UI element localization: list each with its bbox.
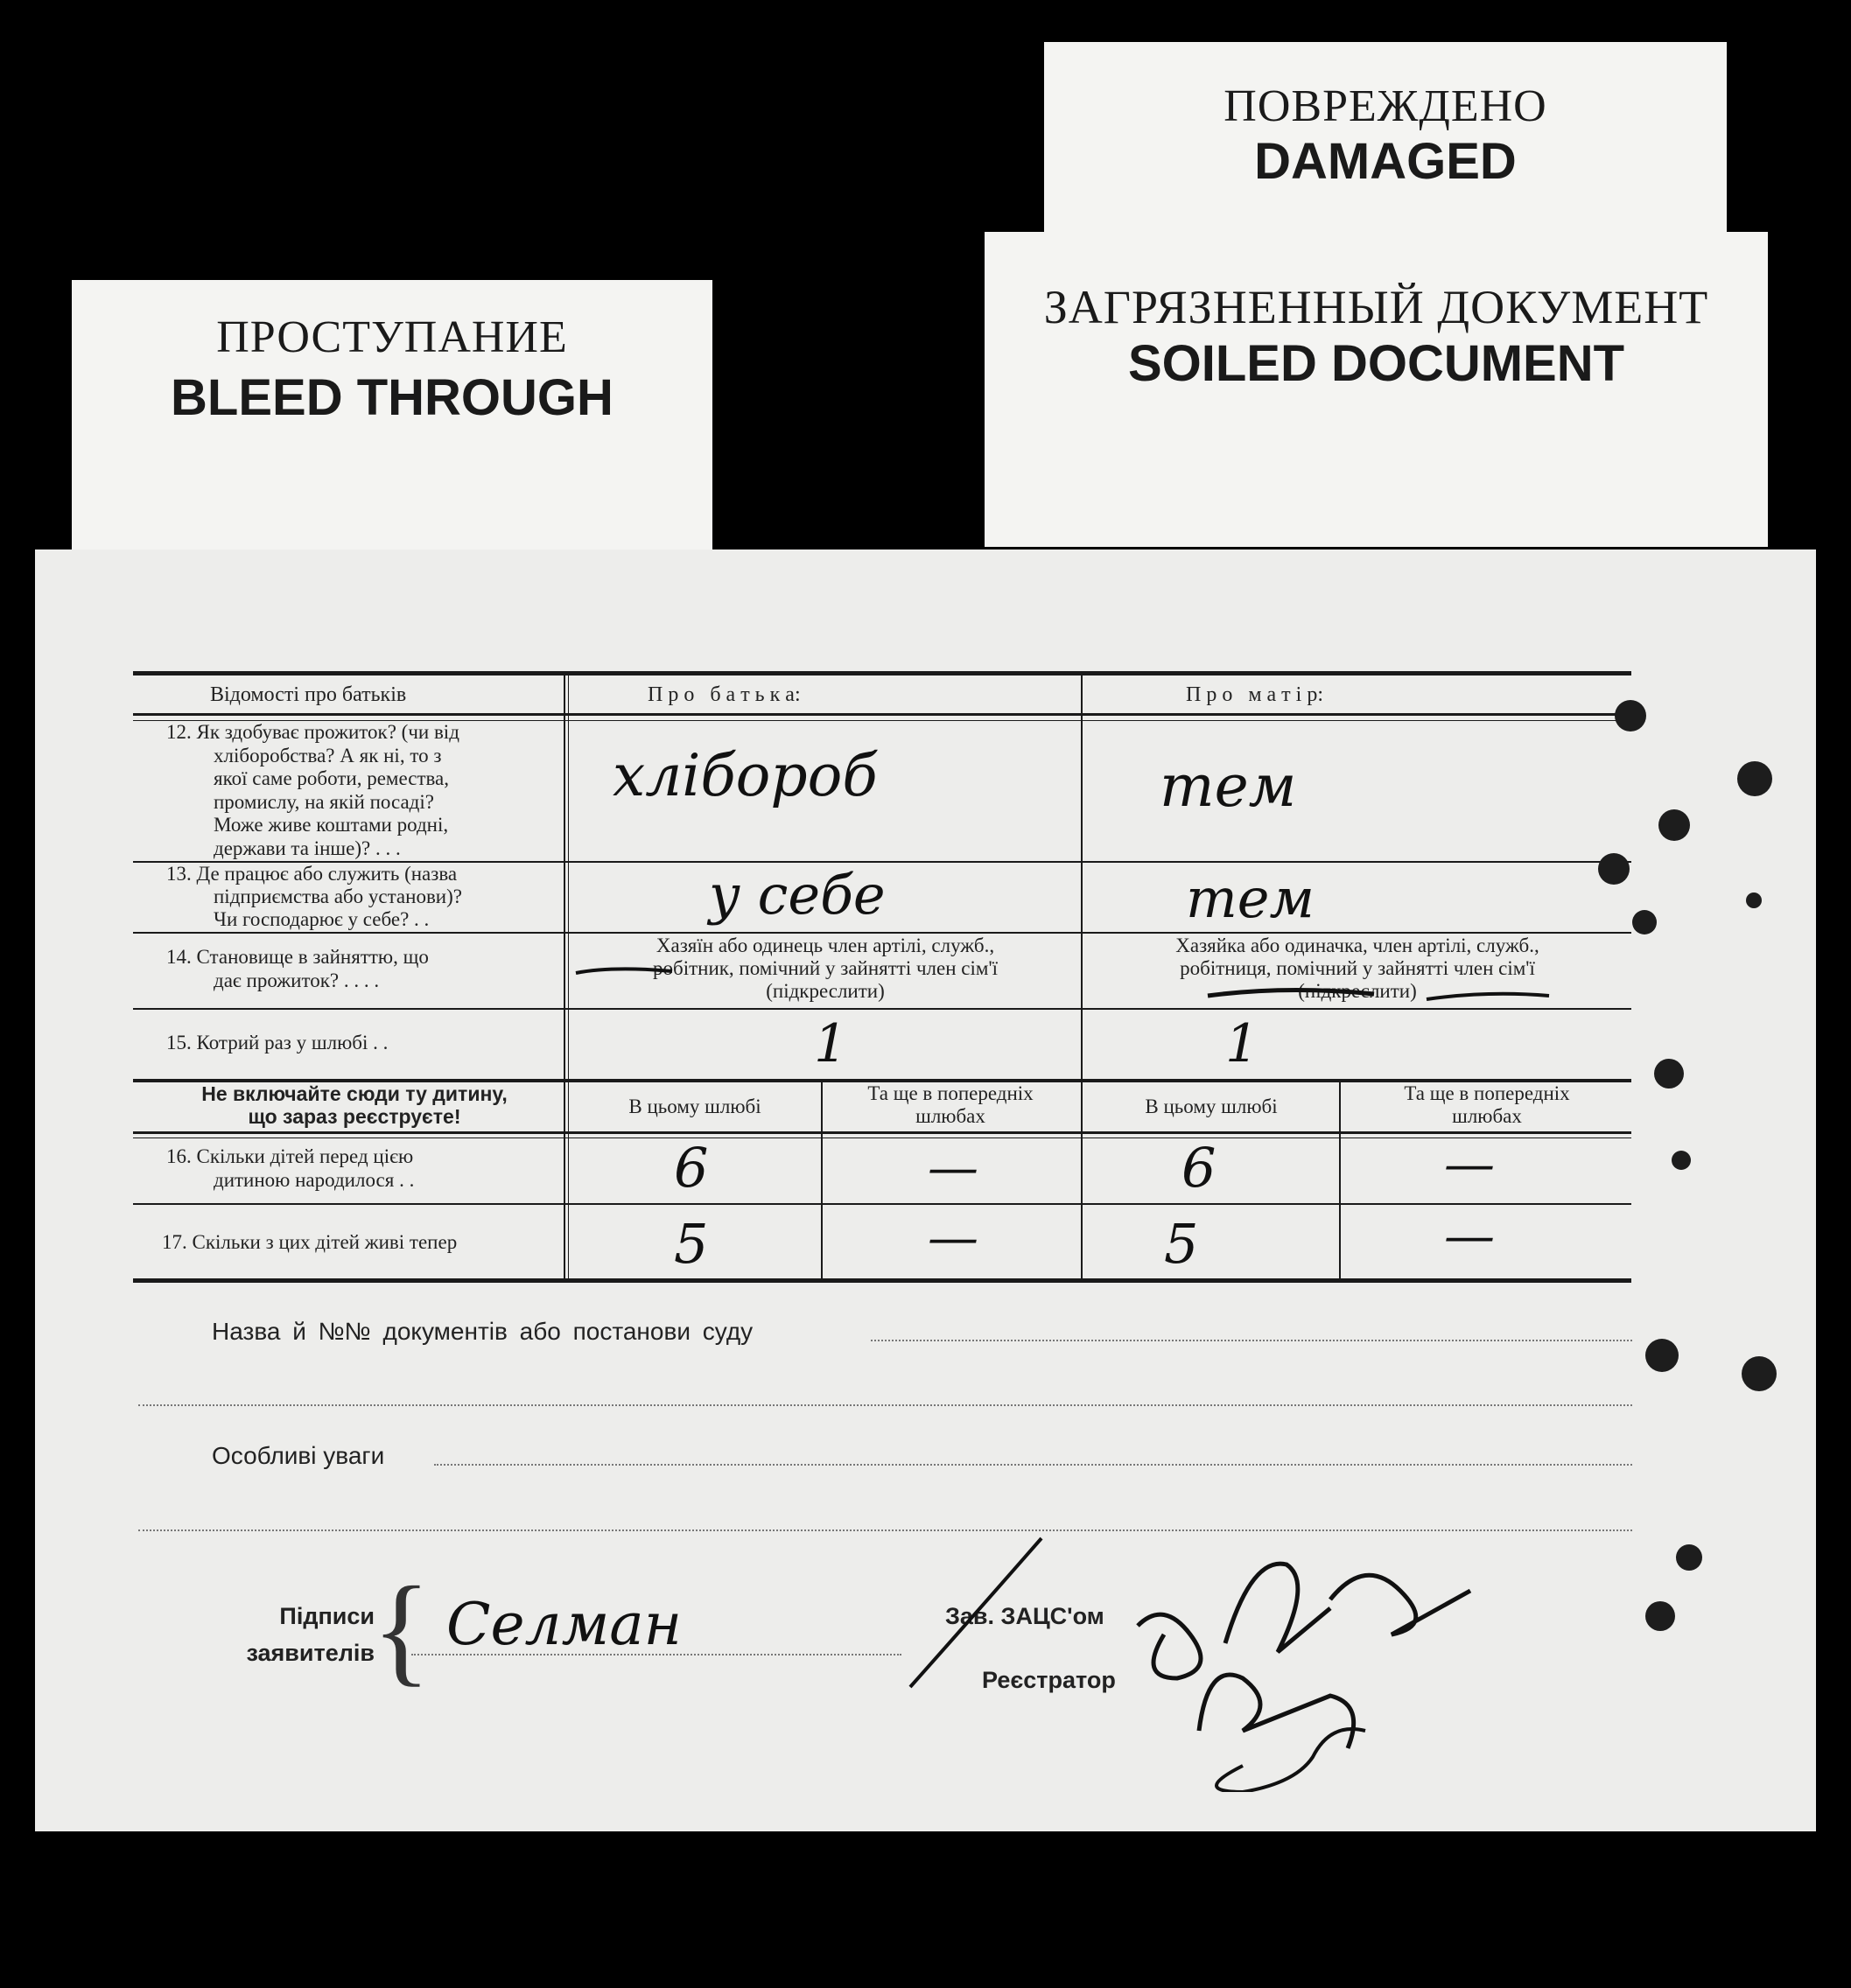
- father-this-marriage-header: В цьому шлюбі: [628, 1096, 761, 1117]
- q14-line: дає прожиток? . . . .: [214, 970, 380, 991]
- q13-father-answer: у себе: [709, 863, 886, 927]
- table-bottom-rule: [133, 1278, 1631, 1283]
- q17-label: 17. Скільки з цих дітей живі тепер: [162, 1231, 458, 1253]
- q13-line: підприємства або установи)?: [214, 886, 462, 907]
- punch-hole: [1737, 761, 1772, 796]
- q12-father-answer: хлібороб: [613, 742, 878, 809]
- soiled-card-english: SOILED DOCUMENT: [1127, 335, 1625, 392]
- remarks-dotted-line: [434, 1464, 1632, 1466]
- q14-mother-line: Хазяйка або одиначка, член артілі, служб.,: [1175, 934, 1539, 956]
- punch-hole: [1672, 1151, 1691, 1170]
- q12-line: хліборобства? А як ні, то з: [214, 744, 442, 766]
- q12-label: [166, 721, 556, 860]
- q14-father-line: робітник, помічний у зайнятті член сім'ї: [653, 957, 998, 979]
- q14-father-line: (підкреслити): [766, 980, 885, 1002]
- exclude-child-note: [149, 1082, 560, 1128]
- header-bottom-rule: [133, 713, 1631, 716]
- applicants-line: заявителів: [246, 1640, 375, 1666]
- registration-form-sheet: [35, 550, 1816, 1831]
- q13-line: 13. Де працює або служить (назва: [166, 863, 458, 885]
- prev-line: Та ще в попередніх: [867, 1082, 1034, 1104]
- q12-line: держави та інше)? . . .: [214, 836, 401, 859]
- header-parents-info: Відомості про батьків: [210, 683, 407, 706]
- subheader-rule: [133, 1131, 1631, 1134]
- q16-label: [166, 1144, 556, 1192]
- soiled-card-russian: ЗАГРЯЗНЕННЫЙ ДОКУМЕНТ: [1043, 281, 1709, 333]
- punch-hole: [1615, 700, 1646, 732]
- q14-line: 14. Становище в зайняттю, що: [166, 946, 429, 968]
- q16-father-this: 6: [674, 1136, 709, 1200]
- q14-underline-marks: [560, 961, 1645, 1013]
- punch-hole: [1632, 910, 1657, 934]
- row13-rule: [133, 932, 1631, 934]
- bleed-card-russian: ПРОСТУПАНИЕ: [216, 312, 568, 362]
- q12-line: Може живе коштами родні,: [214, 814, 449, 836]
- q12-line: промислу, на якій посаді?: [214, 790, 434, 813]
- q16-mother-this: 6: [1181, 1136, 1216, 1200]
- note-line: Не включайте сюди ту дитину,: [201, 1082, 508, 1105]
- q14-mother-line: (підкреслити): [1298, 980, 1417, 1002]
- applicants-line: Підписи: [279, 1603, 375, 1629]
- mother-this-marriage-header: В цьому шлюбі: [1145, 1096, 1278, 1117]
- q16-father-prev: —: [928, 1138, 978, 1197]
- soiled-tab-card: [985, 232, 1768, 547]
- q13-mother-answer: тем: [1186, 866, 1315, 930]
- documents-dotted-line: [871, 1340, 1632, 1341]
- prev-line: шлюбах: [1452, 1105, 1522, 1127]
- damaged-card-russian: ПОВРЕЖДЕНО: [1223, 81, 1547, 131]
- punch-hole: [1645, 1601, 1675, 1631]
- q12-line: якої саме роботи, ремества,: [214, 767, 450, 789]
- damaged-card-english: DAMAGED: [1254, 133, 1517, 190]
- row16-rule: [133, 1203, 1631, 1205]
- punch-hole: [1658, 809, 1690, 841]
- punch-hole: [1742, 1356, 1777, 1391]
- q17-mother-this: 5: [1164, 1212, 1199, 1276]
- note-line: що зараз реєструєте!: [248, 1105, 461, 1128]
- q16-line: дитиною народилося . .: [214, 1169, 415, 1191]
- punch-hole: [1598, 853, 1630, 885]
- header-about-mother: П р о м а т і р:: [1186, 683, 1323, 706]
- punch-hole: [1676, 1544, 1702, 1571]
- q17-mother-prev: —: [1444, 1206, 1495, 1265]
- punch-hole: [1654, 1059, 1684, 1088]
- damaged-tab-card: [1044, 42, 1727, 236]
- q13-label: [166, 863, 556, 931]
- applicants-brace: {: [372, 1562, 431, 1698]
- head-zags-label: Зав. ЗАЦС'ом: [945, 1603, 1104, 1629]
- q13-line: Чи господарює у себе? . .: [214, 908, 430, 930]
- q17-father-this: 5: [674, 1212, 709, 1276]
- q15-label: 15. Котрий раз у шлюбі . .: [166, 1032, 389, 1054]
- applicant-signature: Селман: [446, 1591, 683, 1658]
- prev-line: шлюбах: [915, 1105, 985, 1127]
- col-rule-father-split: [821, 1081, 823, 1279]
- prev-line: Та ще в попередніх: [1404, 1082, 1570, 1104]
- bleed-card-english: BLEED THROUGH: [171, 369, 613, 426]
- q16-line: 16. Скільки дітей перед цією: [166, 1145, 414, 1167]
- punch-hole: [1645, 1339, 1679, 1372]
- q15-father-answer: 1: [814, 1013, 848, 1074]
- bleed-through-tab-card: [72, 280, 712, 551]
- q17-father-prev: —: [928, 1208, 978, 1267]
- documents-label: Назва й №№ документів або постанови суду: [212, 1318, 754, 1345]
- father-prev-marriages-header: [824, 1082, 1076, 1128]
- applicants-signatures-label: [191, 1598, 375, 1671]
- q14-label: [166, 945, 556, 992]
- registrar-label: Реєстратор: [982, 1667, 1116, 1693]
- q15-mother-answer: 1: [1225, 1013, 1259, 1074]
- q14-father-line: Хазяїн або одинець член артілі, служб.,: [656, 934, 995, 956]
- table-top-rule: [133, 671, 1631, 676]
- q14-mother-line: робітниця, помічний у зайнятті член сім'ї: [1180, 957, 1535, 979]
- official-signatures: [875, 1503, 1558, 1792]
- remarks-label: Особливі уваги: [212, 1442, 385, 1469]
- q16-mother-prev: —: [1444, 1134, 1495, 1194]
- header-about-father: П р о б а т ь к а:: [648, 683, 801, 706]
- q12-mother-answer: тем: [1160, 752, 1297, 820]
- documents-dotted-line-2: [138, 1404, 1632, 1406]
- punch-hole: [1746, 892, 1762, 908]
- col-rule-mother-split: [1339, 1081, 1341, 1279]
- q12-line: 12. Як здобуває прожиток? (чи від: [166, 721, 459, 743]
- mother-prev-marriages-header: [1343, 1082, 1631, 1128]
